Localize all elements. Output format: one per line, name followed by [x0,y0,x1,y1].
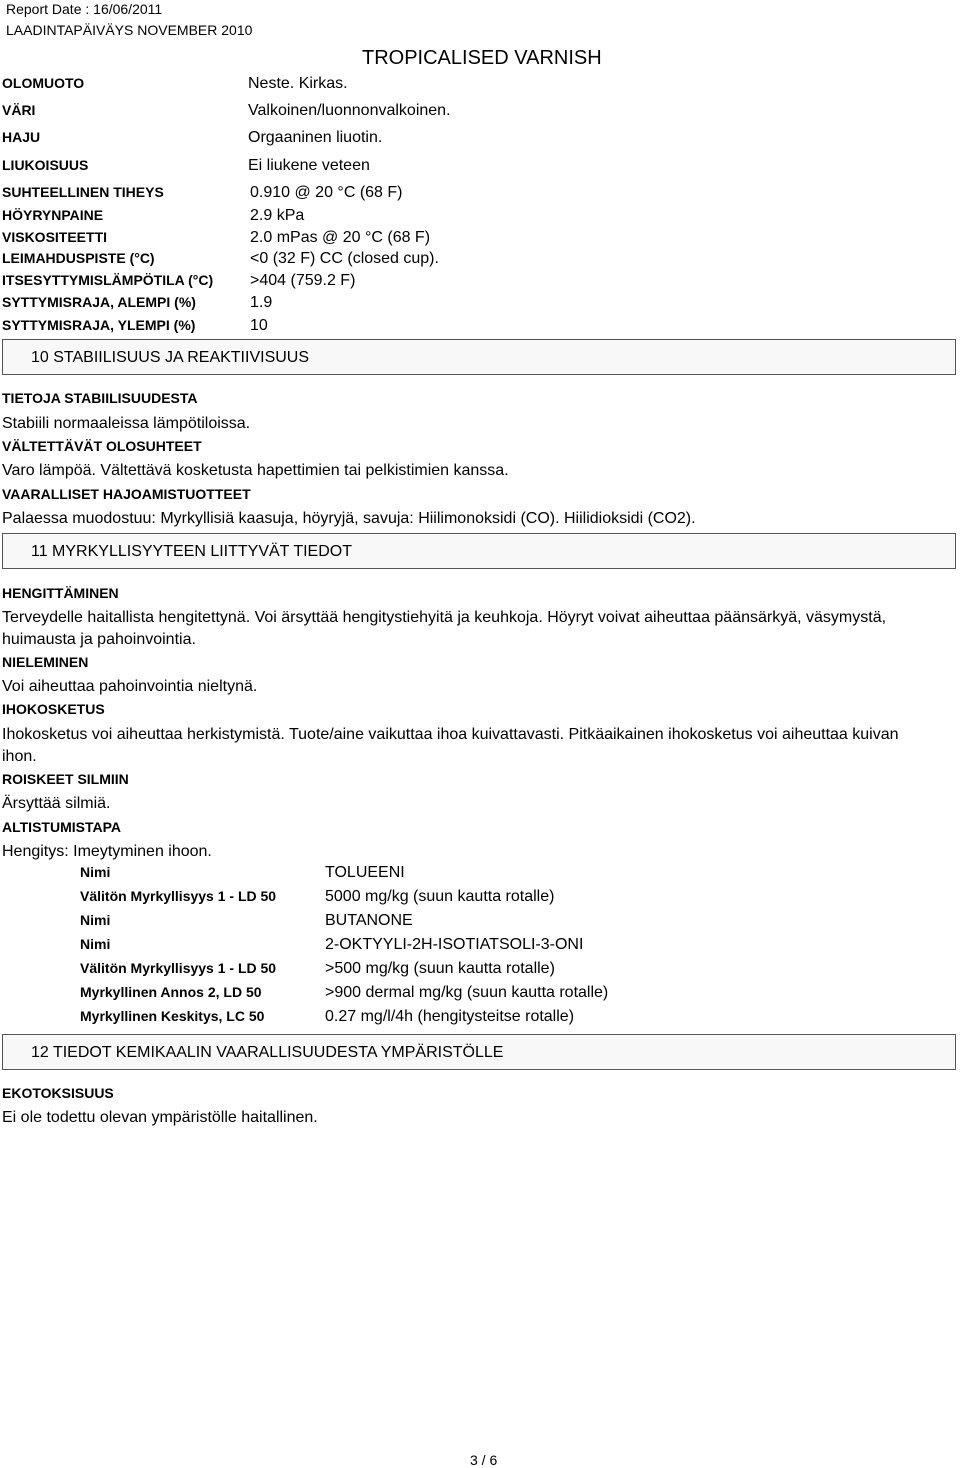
page-number: 3 / 6 [470,1452,498,1468]
hazardous-decomposition-text: Palaessa muodostuu: Myrkyllisiä kaasuja, höyryjä, savuja: Hiilimonoksidi (CO). Hiilidioksidi (CO2). [2,510,696,527]
ingestion-heading: NIELEMINEN [2,654,89,670]
conditions-to-avoid-heading: VÄLTETTÄVÄT OLOSUHTEET [2,438,202,454]
skin-contact-text: Ihokosketus voi aiheuttaa herkistymistä. Tuote/aine vaikuttaa ihoa kuivattavasti. Pitkäaikainen ihokosketus voi aiheuttaa kuivan ihon. [2,726,899,765]
toxicity-value: 5000 mg/kg (suun kautta rotalle) [325,888,555,905]
skin-contact-heading: IHOKOSKETUS [2,701,105,717]
section-12-title: 12 TIEDOT KEMIKAALIN VAARALLISUUDESTA YMPÄRISTÖLLE [31,1044,504,1061]
toxicity-label: Välitön Myrkyllisyys 1 - LD 50 [80,960,277,976]
product-title: TROPICALISED VARNISH [362,47,602,69]
inhalation-text: Terveydelle haitallista hengitettynä. Voi ärsyttää hengitystiehyitä ja keuhkoja. Höyryt voivat aiheuttaa päänsärkyä, väsymystä, huimausta ja pahoinvointia. [2,609,887,648]
exposure-route-text: Hengitys: Imeytyminen ihoon. [2,843,212,860]
toxicity-label: Välitön Myrkyllisyys 1 - LD 50 [80,888,277,904]
property-value: Ei liukene veteen [248,157,370,174]
section-12-header [2,1034,956,1070]
hazardous-decomposition-heading: VAARALLISET HAJOAMISTUOTTEET [2,486,251,502]
toxicity-value: BUTANONE [325,912,413,929]
property-value: 2.9 kPa [250,207,305,224]
property-value: Valkoinen/luonnonvalkoinen. [248,102,451,119]
property-label: SYTTYMISRAJA, ALEMPI (%) [2,294,196,310]
inhalation-heading: HENGITTÄMINEN [2,585,119,601]
property-label: OLOMUOTO [2,75,85,91]
property-value: Neste. Kirkas. [248,75,348,92]
property-value: 2.0 mPas @ 20 °C (68 F) [250,229,431,246]
toxicity-value: 2-OKTYYLI-2H-ISOTIATSOLI-3-ONI [325,936,584,953]
property-value: >404 (759.2 F) [250,272,356,289]
toxicity-label: Myrkyllinen Keskitys, LC 50 [80,1008,265,1024]
property-value: Orgaaninen liuotin. [248,129,383,146]
property-value: 1.9 [250,294,273,311]
report-date: Report Date : 16/06/2011 [6,1,163,17]
property-label: VISKOSITEETTI [2,229,108,245]
ecotoxicity-heading: EKOTOKSISUUS [2,1085,114,1101]
eye-contact-heading: ROISKEET SILMIIN [2,771,129,787]
ingestion-text: Voi aiheuttaa pahoinvointia nieltynä. [2,678,258,695]
toxicity-label: Nimi [80,864,111,880]
section-11-title: 11 MYRKYLLISYYTEEN LIITTYVÄT TIEDOT [31,543,352,560]
conditions-to-avoid-text: Varo lämpöä. Vältettävä kosketusta hapettimien tai pelkistimien kanssa. [2,462,509,479]
section-11-header [2,533,956,569]
property-value: 10 [250,317,268,334]
toxicity-label: Myrkyllinen Annos 2, LD 50 [80,984,262,1000]
toxicity-value: TOLUEENI [325,864,405,881]
stability-heading: TIETOJA STABIILISUUDESTA [2,390,198,406]
property-label: ITSESYTTYMISLÄMPÖTILA (°C) [2,272,214,288]
toxicity-label: Nimi [80,936,111,952]
property-label: LEIMAHDUSPISTE (°C) [2,250,155,266]
property-label: HAJU [2,129,41,145]
property-label: SYTTYMISRAJA, YLEMPI (%) [2,317,196,333]
toxicity-value: 0.27 mg/l/4h (hengitysteitse rotalle) [325,1008,575,1025]
section-10-title: 10 STABIILISUUS JA REAKTIIVISUUS [31,349,310,366]
exposure-route-heading: ALTISTUMISTAPA [2,819,121,835]
property-label: HÖYRYNPAINE [2,207,104,223]
property-label: SUHTEELLINEN TIHEYS [2,184,164,200]
property-value: 0.910 @ 20 °C (68 F) [250,184,403,201]
toxicity-label: Nimi [80,912,111,928]
toxicity-value: >900 dermal mg/kg (suun kautta rotalle) [325,984,609,1001]
section-10-header [2,339,956,375]
property-label: LIUKOISUUS [2,157,89,173]
property-label: VÄRI [2,102,36,118]
ecotoxicity-text: Ei ole todettu olevan ympäristölle haitallinen. [2,1109,318,1126]
eye-contact-text: Ärsyttää silmiä. [2,795,111,812]
toxicity-value: >500 mg/kg (suun kautta rotalle) [325,960,555,977]
property-value: <0 (32 F) CC (closed cup). [250,250,439,267]
stability-text: Stabiili normaaleissa lämpötiloissa. [2,415,251,432]
revision-date: LAADINTAPÄIVÄYS NOVEMBER 2010 [6,22,253,38]
